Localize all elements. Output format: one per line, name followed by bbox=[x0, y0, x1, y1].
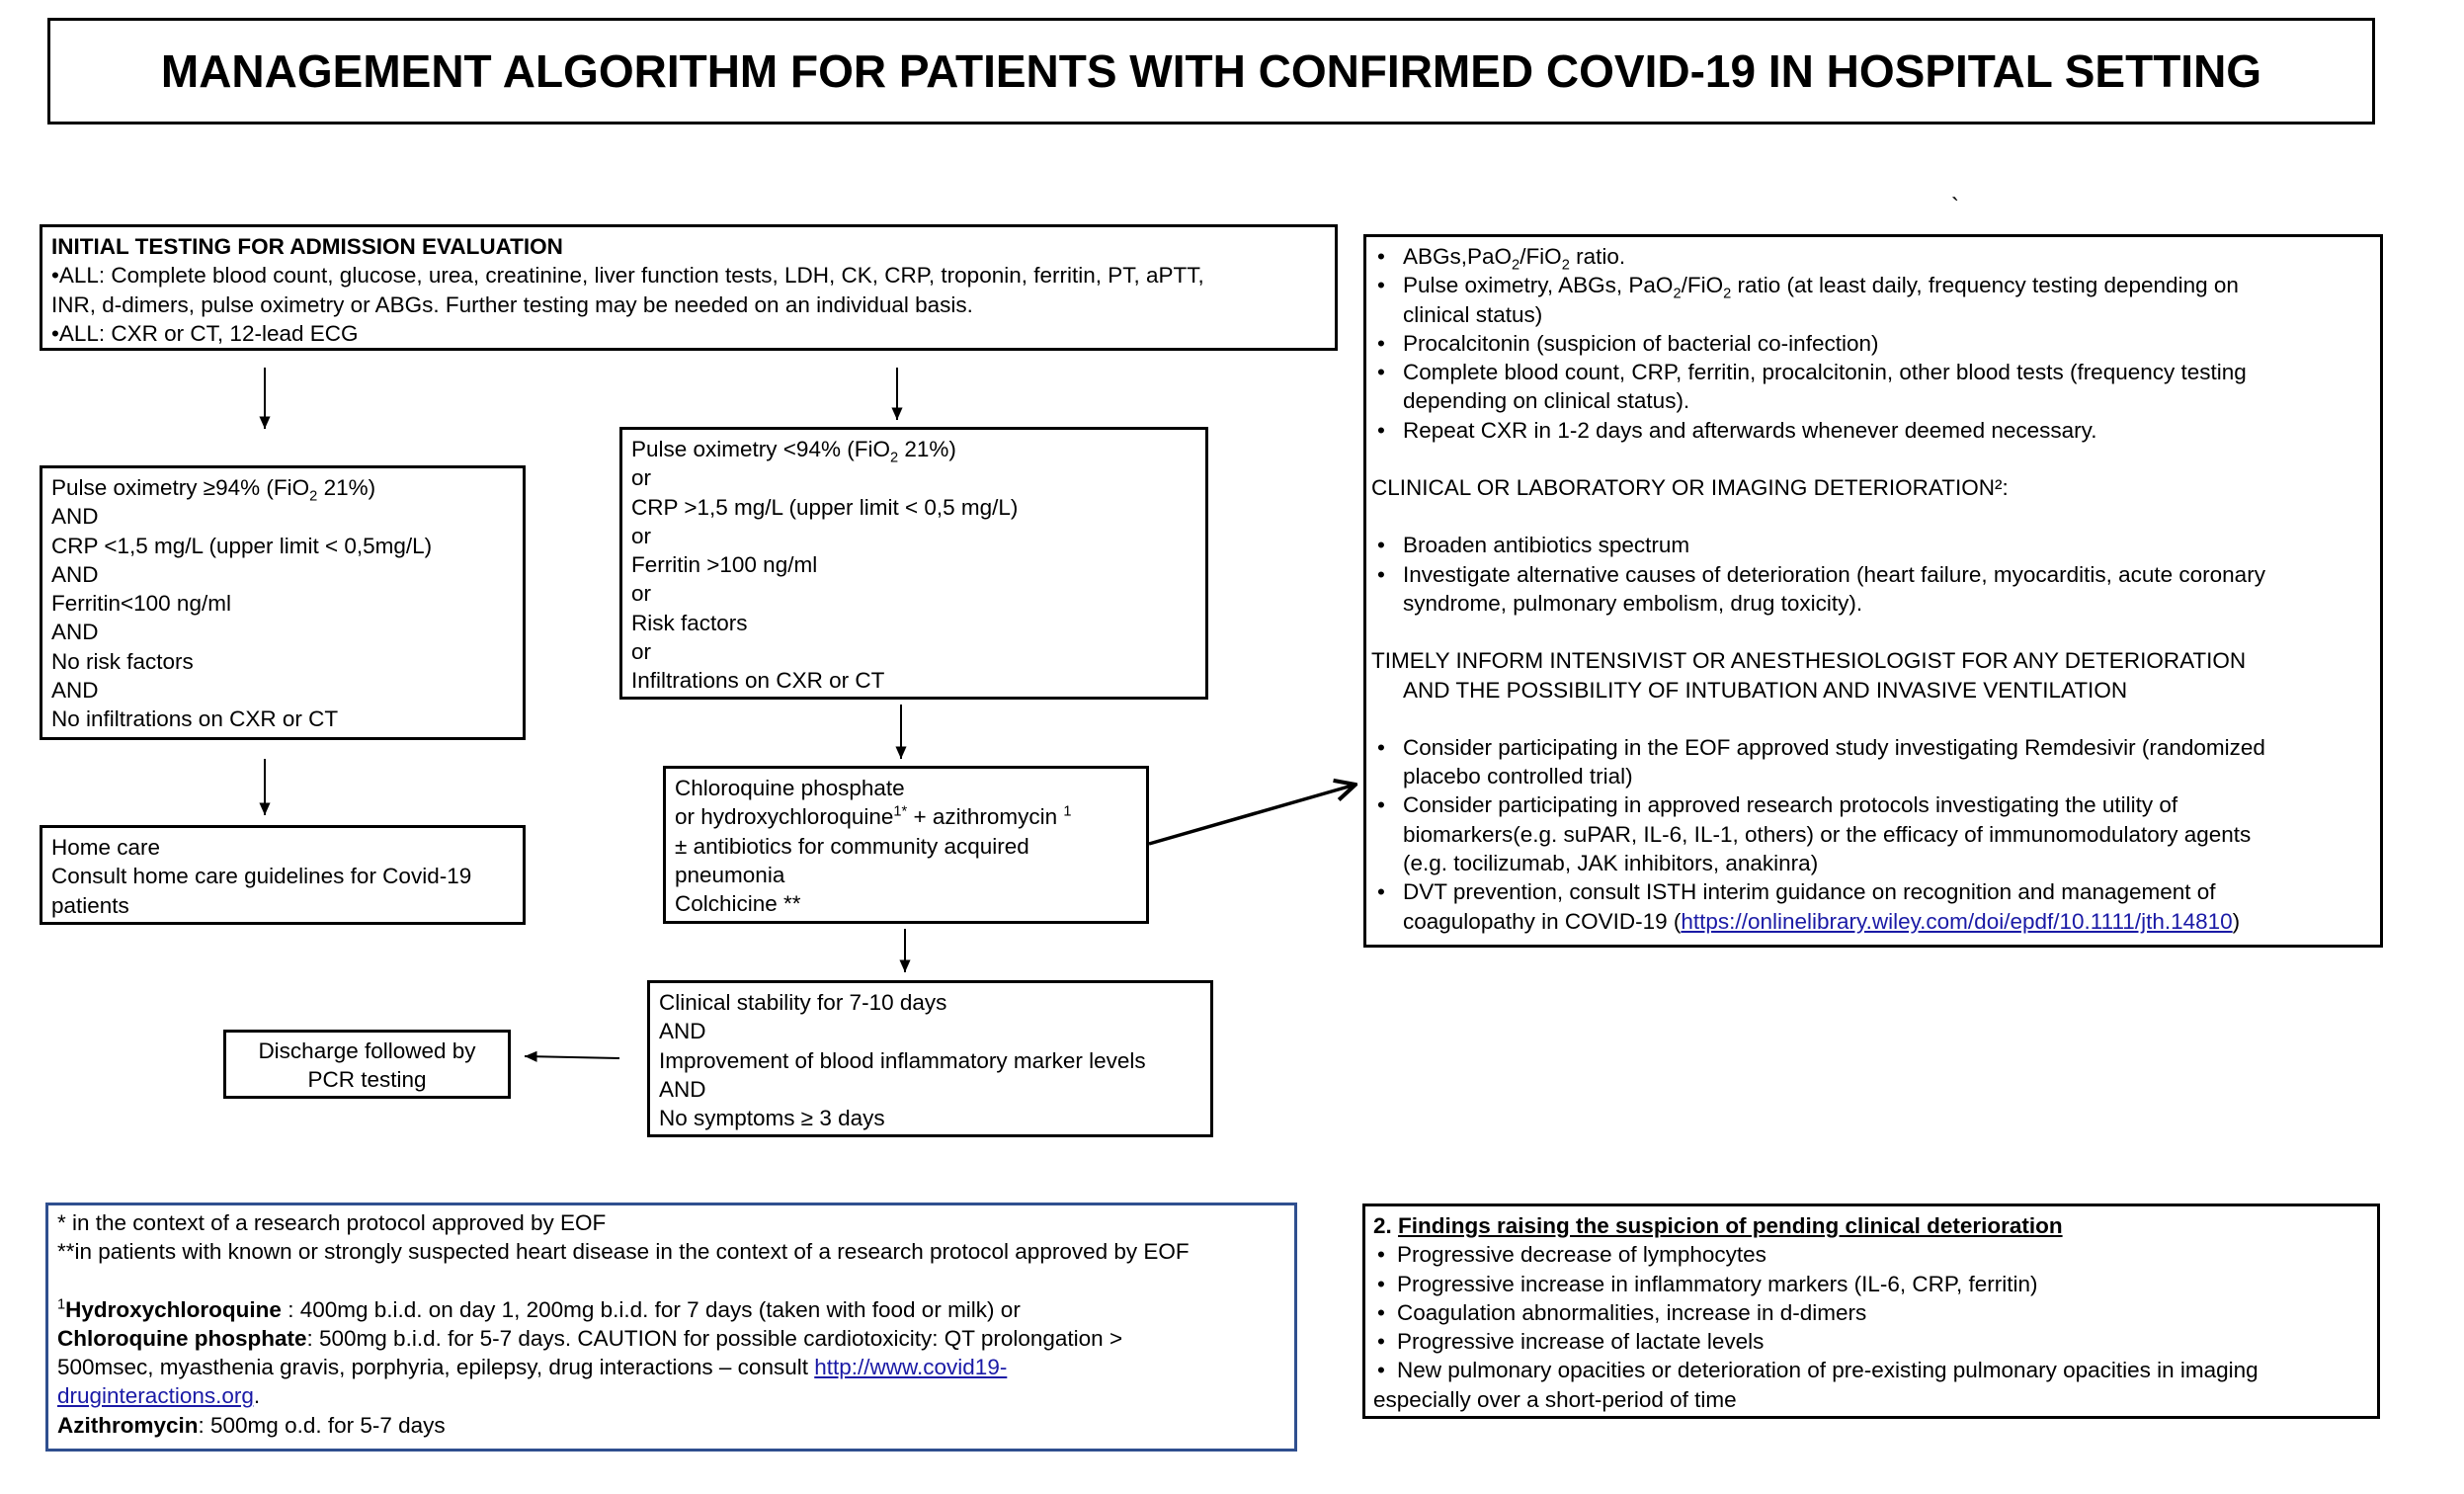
treatment-line: ± antibiotics for community acquired bbox=[675, 833, 1029, 859]
stray-mark: ` bbox=[1951, 194, 1959, 220]
home-care-line: Consult home care guidelines for Covid-19 bbox=[51, 864, 472, 889]
deterioration-item-causes: • Investigate alternative causes of deterioration (heart failure, myocarditis, acute coronary bbox=[1371, 560, 2380, 589]
mild-criteria-line: Ferritin<100 ng/ml bbox=[51, 591, 231, 617]
findings-item: • Progressive increase of lactate levels bbox=[1373, 1327, 2377, 1356]
deterioration-heading: CLINICAL OR LABORATORY OR IMAGING DETERIORATION²: bbox=[1371, 475, 2009, 501]
consider-item-biomarkers: • Consider participating in approved research protocols investigating the utility of bbox=[1371, 790, 2380, 819]
mild-criteria-line: No risk factors bbox=[51, 648, 194, 674]
initial-testing-heading: INITIAL TESTING FOR ADMISSION EVALUATION bbox=[51, 234, 563, 259]
footnote-chloroquine: Chloroquine phosphate: 500mg b.i.d. for 5-7 days. CAUTION for possible cardiotoxicity: QT prolongation > bbox=[57, 1325, 1123, 1351]
treatment-drugs: or hydroxychloroquine$^{1*}$ + azithromycin $^1$ bbox=[675, 803, 1072, 830]
severe-criteria-line: or bbox=[631, 465, 652, 491]
monitoring-item-procalcitonin: • Procalcitonin (suspicion of bacterial co-infection) bbox=[1371, 329, 2380, 358]
footnote-line: druginteractions.org. bbox=[57, 1383, 261, 1409]
stability-line: No symptoms ≥ 3 days bbox=[659, 1106, 885, 1131]
mild-criteria-line: No infiltrations on CXR or CT bbox=[51, 706, 339, 732]
home-care-line: Home care bbox=[51, 835, 161, 860]
arrow-stability-to-discharge bbox=[525, 1056, 619, 1058]
consider-item-continuation: biomarkers(e.g. suPAR, IL-6, IL-1, others) or the efficacy of immunomodulatory agents bbox=[1403, 821, 2252, 847]
consider-item-continuation: coagulopathy in COVID-19 (https://onlinelibrary.wiley.com/doi/epdf/10.1111/jth.14810) bbox=[1403, 908, 2241, 934]
treatment-line: Colchicine ** bbox=[675, 891, 801, 917]
findings-item: • Progressive decrease of lymphocytes bbox=[1373, 1240, 2377, 1269]
monitoring-item-oximetry: • Pulse oximetry, ABGs, PaO$_2$/FiO$_2$ ratio (at least daily, frequency testing depending on bbox=[1371, 271, 2380, 299]
severe-criteria-line: Risk factors bbox=[631, 610, 748, 635]
mild-criteria-line: AND bbox=[51, 561, 99, 587]
monitoring-item-continuation: depending on clinical status). bbox=[1403, 388, 1690, 414]
severe-criteria-line: Infiltrations on CXR or CT bbox=[631, 668, 885, 694]
drug-interactions-link-cont[interactable]: druginteractions.org bbox=[57, 1383, 254, 1409]
severe-criteria-oximetry: Pulse oximetry <94% (FiO$_2$ 21%) bbox=[631, 437, 956, 466]
findings-item: • New pulmonary opacities or deterioration of pre-existing pulmonary opacities in imaging bbox=[1373, 1356, 2377, 1384]
deterioration-item-antibiotics: • Broaden antibiotics spectrum bbox=[1371, 531, 2380, 559]
isth-guidance-link[interactable]: https://onlinelibrary.wiley.com/doi/epdf/10.1111/jth.14810 bbox=[1681, 908, 2233, 934]
findings-item: • Progressive increase in inflammatory markers (IL-6, CRP, ferritin) bbox=[1373, 1270, 2377, 1298]
findings-heading: 2. Findings raising the suspicion of pending clinical deterioration bbox=[1373, 1213, 2063, 1238]
mild-criteria-line: AND bbox=[51, 678, 99, 704]
monitoring-item-continuation: clinical status) bbox=[1403, 301, 1543, 327]
inform-intensivist-line: TIMELY INFORM INTENSIVIST OR ANESTHESIOLOGIST FOR ANY DETERIORATION bbox=[1371, 648, 2247, 674]
treatment-line: Chloroquine phosphate bbox=[675, 776, 905, 800]
consider-item-dvt: • DVT prevention, consult ISTH interim guidance on recognition and management of bbox=[1371, 877, 2380, 906]
mild-criteria-oximetry: Pulse oximetry ≥94% (FiO$_2$ 21%) bbox=[51, 475, 376, 505]
stability-line: AND bbox=[659, 1019, 706, 1044]
consider-item-continuation: (e.g. tocilizumab, JAK inhibitors, anakinra) bbox=[1403, 851, 1819, 876]
initial-testing-line: INR, d-dimers, pulse oximetry or ABGs. Further testing may be needed on an individual basis. bbox=[51, 291, 973, 317]
discharge-line: PCR testing bbox=[307, 1067, 427, 1093]
stability-line: AND bbox=[659, 1076, 706, 1102]
severe-criteria-line: or bbox=[631, 639, 652, 665]
stability-line: Clinical stability for 7-10 days bbox=[659, 990, 947, 1015]
treatment-line: pneumonia bbox=[675, 862, 785, 887]
severe-criteria-line: or bbox=[631, 581, 652, 607]
mild-criteria-line: AND bbox=[51, 504, 99, 530]
monitoring-item-abgs: • ABGs,PaO$_2$/FiO$_2$ ratio. bbox=[1371, 242, 2380, 271]
mild-criteria-line: CRP <1,5 mg/L (upper limit < 0,5mg/L) bbox=[51, 533, 433, 558]
monitoring-item-cxr: • Repeat CXR in 1-2 days and afterwards whenever deemed necessary. bbox=[1371, 416, 2380, 445]
footnote-line: 500msec, myasthenia gravis, porphyria, epilepsy, drug interactions – consult http://www.covid19- bbox=[57, 1355, 1008, 1380]
arrow-treatment-to-monitoring bbox=[1149, 785, 1355, 844]
footnote-azithromycin: Azithromycin: 500mg o.d. for 5-7 days bbox=[57, 1412, 446, 1438]
home-care-line: patients bbox=[51, 892, 129, 918]
footnote-line: * in the context of a research protocol approved by EOF bbox=[57, 1210, 607, 1235]
findings-item-continuation: especially over a short-period of time bbox=[1373, 1386, 1737, 1412]
deterioration-item-continuation: syndrome, pulmonary embolism, drug toxicity). bbox=[1403, 590, 1863, 616]
stability-line: Improvement of blood inflammatory marker levels bbox=[659, 1047, 1146, 1073]
consider-item-continuation: placebo controlled trial) bbox=[1403, 764, 1633, 789]
findings-item: • Coagulation abnormalities, increase in d-dimers bbox=[1373, 1298, 2377, 1327]
footnote-line: **in patients with known or strongly suspected heart disease in the context of a research protocol approved by EOF bbox=[57, 1239, 1190, 1265]
discharge-line: Discharge followed by bbox=[258, 1038, 476, 1063]
severe-criteria-line: Ferritin >100 ng/ml bbox=[631, 552, 818, 578]
page-title: MANAGEMENT ALGORITHM FOR PATIENTS WITH CONFIRMED COVID-19 IN HOSPITAL SETTING bbox=[160, 45, 2262, 97]
drug-interactions-link[interactable]: http://www.covid19- bbox=[814, 1355, 1008, 1380]
mild-criteria-line: AND bbox=[51, 620, 99, 645]
initial-testing-line: •ALL: Complete blood count, glucose, urea, creatinine, liver function tests, LDH, CK, CRP, troponin, ferritin, PT, aPTT, bbox=[51, 263, 1204, 289]
footnote-hydroxychloroquine: $^1$Hydroxychloroquine : 400mg b.i.d. on day 1, 200mg b.i.d. for 7 days (taken with food or milk) or bbox=[57, 1296, 1021, 1322]
consider-item-remdesivir: • Consider participating in the EOF approved study investigating Remdesivir (randomized bbox=[1371, 733, 2380, 762]
severe-criteria-line: or bbox=[631, 523, 652, 548]
initial-testing-line: •ALL: CXR or CT, 12-lead ECG bbox=[51, 320, 359, 346]
monitoring-item-blood-count: • Complete blood count, CRP, ferritin, procalcitonin, other blood tests (frequency testing bbox=[1371, 358, 2380, 386]
severe-criteria-line: CRP >1,5 mg/L (upper limit < 0,5 mg/L) bbox=[631, 494, 1019, 520]
inform-intensivist-line: AND THE POSSIBILITY OF INTUBATION AND INVASIVE VENTILATION bbox=[1403, 677, 2128, 703]
